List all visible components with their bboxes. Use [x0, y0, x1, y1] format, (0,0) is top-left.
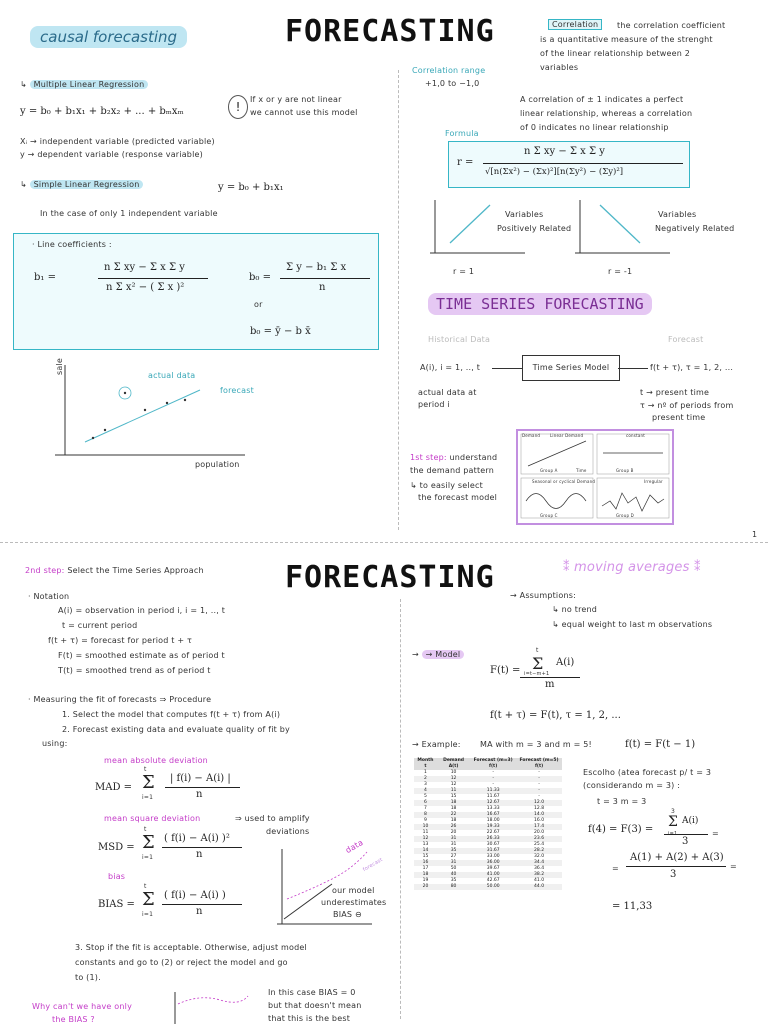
- table-cell: 38.2: [516, 872, 562, 878]
- bias-zero-1: In this case BIAS = 0: [268, 988, 356, 997]
- table-cell: -: [492, 782, 494, 787]
- moving-averages-header: ⁑ moving averages ⁑: [563, 560, 701, 575]
- b0-lhs: b₀ =: [249, 272, 271, 283]
- sparkle-icon: ⁑: [563, 560, 570, 575]
- table-cell: 12: [450, 782, 457, 787]
- table-cell: 12.0: [516, 800, 562, 806]
- b1-denominator: n Σ x² − ( Σ x )²: [106, 282, 185, 293]
- table-cell: 19: [422, 878, 429, 883]
- table-cell: 39.67: [486, 866, 500, 871]
- tau-note-1: τ → nº of periods from: [640, 401, 734, 410]
- table-cell: 20: [450, 830, 457, 835]
- table-cell: 32.0: [534, 854, 545, 859]
- table-cell: 11.33: [470, 788, 516, 794]
- table-cell: 26.33: [470, 836, 516, 842]
- warning-icon: !: [228, 95, 248, 119]
- example-label: → Example:: [412, 740, 461, 749]
- step1: 1st step: understand: [410, 453, 498, 462]
- pos-label-2: Positively Related: [497, 224, 572, 233]
- table-cell: -: [516, 776, 562, 782]
- ma-denominator: m: [545, 679, 555, 690]
- ma-forecast: f(t + τ) = F(t), τ = 1, 2, ...: [490, 710, 621, 721]
- axis-x-label: population: [195, 460, 240, 469]
- assumption-1: ↳ no trend: [552, 605, 598, 614]
- table-cell: 35: [437, 848, 470, 854]
- correlation-range-title: Correlation range: [412, 66, 486, 75]
- table-header: Forecast (m=3) f(t): [470, 758, 516, 770]
- msd-note-1: ⇒ used to amplify: [235, 814, 310, 823]
- xi-definition: Xᵢ → independent variable (predicted variable): [20, 137, 215, 146]
- pos-label-1: Variables: [505, 210, 544, 219]
- procedure-1: 1. Select the model that computes f(t + τ) from A(i): [62, 710, 281, 719]
- step1-sub-1: ↳ to easily select: [410, 481, 483, 490]
- axis-y-label: sale: [55, 357, 64, 375]
- corr-expl-1: A correlation of ± 1 indicates a perfect: [520, 95, 684, 104]
- table-cell: 11: [422, 830, 429, 835]
- formula-label: Formula: [445, 129, 479, 138]
- mlr-formula: y = b₀ + b₁x₁ + b₂x₂ + ... + bₘxₘ: [20, 106, 184, 117]
- mad-denominator: n: [196, 789, 203, 800]
- table-cell: 50.00: [470, 884, 516, 890]
- msd-label: mean square deviation: [104, 814, 201, 823]
- corr-expl-3: of 0 indicates no linear relationship: [520, 123, 669, 132]
- table-cell: 31: [437, 836, 470, 842]
- corr-expl-2: linear relationship, whereas a correlation: [520, 109, 693, 118]
- table-cell: 1: [424, 770, 427, 775]
- r-lhs: r =: [457, 157, 474, 168]
- table-cell: -: [538, 770, 540, 775]
- table-cell: 30.67: [486, 842, 500, 847]
- y-definition: y → dependent variable (response variable): [20, 150, 203, 159]
- notation-label: · Notation: [28, 592, 70, 601]
- table-cell: 23.6: [516, 836, 562, 842]
- linear-note-2: we cannot use this model: [250, 108, 358, 117]
- actual-data-label: actual data: [148, 371, 196, 380]
- neg-label-1: Variables: [658, 210, 697, 219]
- correlation-range-value: +1,0 to −1,0: [425, 79, 480, 88]
- table-cell: 17.4: [516, 824, 562, 830]
- table-cell: 35: [450, 878, 457, 883]
- why-question-1: Why can't we have only: [32, 1002, 133, 1011]
- model-label: → → Model: [412, 650, 464, 659]
- calc-result: = 11,33: [612, 901, 653, 912]
- tau-note-2: present time: [652, 413, 706, 422]
- ma-sum-term: A(i): [556, 657, 575, 668]
- table-cell: -: [470, 776, 516, 782]
- table-cell: 50: [450, 866, 457, 871]
- table-cell: 10: [450, 770, 457, 775]
- table-cell: 42.67: [486, 878, 500, 883]
- page-number: 1: [752, 530, 758, 539]
- b1-lhs: b₁ =: [34, 272, 56, 283]
- table-cell: 34.4: [516, 860, 562, 866]
- ma-example-table: [414, 758, 562, 890]
- under-note-2: underestimates: [321, 898, 387, 907]
- f-output: f(t + τ), τ = 1, 2, ...: [650, 363, 734, 372]
- table-cell: 8: [414, 812, 437, 818]
- table-cell: 5: [424, 794, 427, 799]
- bias-zero-2: but that doesn't mean: [268, 1001, 362, 1010]
- table-cell: 36.00: [470, 860, 516, 866]
- table-cell: 28.2: [516, 848, 562, 854]
- causal-forecasting-header: causal forecasting: [30, 26, 187, 48]
- under-note-3: BIAS ⊖: [333, 910, 362, 919]
- historical-data-label: Historical Data: [428, 335, 491, 344]
- bias-zero-chart: [160, 990, 250, 1024]
- calc-t-m: t = 3 m = 3: [597, 797, 647, 806]
- table-cell: 12: [414, 836, 437, 842]
- bias-lhs: BIAS =: [98, 899, 135, 910]
- table-cell: 7: [424, 806, 427, 811]
- assumptions-label: → Assumptions:: [510, 591, 576, 600]
- table-cell: -: [538, 782, 540, 787]
- mad-numerator: | f(i) − A(i) |: [170, 773, 231, 784]
- b0-numerator: Σ y − b₁ Σ x: [286, 262, 347, 273]
- table-cell: 17: [422, 866, 429, 871]
- table-cell: 15: [422, 854, 429, 859]
- notation-1: A(i) = observation in period i, i = 1, .., t: [58, 606, 226, 615]
- table-cell: 10: [414, 824, 437, 830]
- calc-sum-term: A(i): [682, 816, 699, 826]
- page-2: FORECASTING 2nd step: Select the Time Series Approach · Notation A(i) = observation in period i, i = 1, .., t t = current period f(t + τ) = forecast for period t + τ F(t) = smoothed estimate as of period t T(t) = smoothed trend as of period t · Measuring the fit of forecasts ⇒ Procedure 1. Select the model that computes f(t + τ) from A(i) 2. Forecast existing data and evaluate quality of fit by using: mean absolute deviation MAD = Σ t i=1 | f(i) − A(i) | n mean square deviation ⇒ used to amplify deviations MSD = Σ t i=1 ( f(i) − A(i) )² n bias BIAS = Σ t i=1 ( f(i) − A(i) ) n data forecast our model underestimates BIAS ⊖ 3. Stop if the fit is acceptable. Otherwise, adjust model constants and go to (2) or reject the model and go to (1). Why can't we have only the BIAS ? In this case BIAS = 0 but that doesn't mean that this is the best ⁑ moving averages ⁑ → Assumptions: ↳ no trend ↳ equal weight to last m observations → → Model F(t) = Σ t i=t−m+1 A(i) m f(t + τ) = F(t), τ = 1, 2, ... → Example: MA with m = 3 and m = 5! f(t) = F(t − 1) Month t Demand A(t) Forecast (m=3) f(t) Forecast (m=5) f(t) 1 10 - - 2 12 - - 3 12 - - 4 11 11.33 - 5 15 11.67 - 6 18 12.67 12.0 7 18 13.33 12.8 8 22 16.67 14.0 9 18 18.00 16.0 10 26 19.33 17.4 11 20 22.67 20.0 12 31 26.33 23.6 13 31 30.67 25.4 14 35 31.67 28.2 15 27 33.00 32.0 16 31 36.00 34.4 17 50 39.67 36.4 18 40 41.00 38.2 19 35 42.67 41.0 20 80 50.00 44.0 Escolho (atea forecast p/ t = 3 (considerando m = 3) : t = 3 m = 3 f(4) = F(3) = Σ 3 i=1 A(i) 3 = = A(1) + A(2) + A(3) 3 = = 11,33: [25, 560, 737, 1024]
- table-cell: 14: [414, 848, 437, 854]
- table-cell: -: [492, 770, 494, 775]
- b0-denominator: n: [319, 282, 326, 293]
- table-cell: 27: [450, 854, 457, 859]
- calc-line-1: Escolho (atea forecast p/ t = 3: [583, 768, 712, 777]
- line-coefficients-box: [13, 233, 379, 350]
- corr-desc-2: is a quantitative measure of the strenght: [540, 35, 713, 44]
- step1-text-2: the demand pattern: [410, 466, 495, 475]
- table-header: Month t: [414, 758, 437, 770]
- bias-chart-data-label: data: [344, 837, 365, 856]
- actual-note-1: actual data at: [418, 388, 477, 397]
- table-row: [414, 884, 562, 890]
- r-positive-value: r = 1: [453, 267, 475, 276]
- r-numerator: n Σ xy − Σ x Σ y: [524, 146, 605, 157]
- bias-label: bias: [108, 872, 126, 881]
- table-cell: 41.00: [470, 872, 516, 878]
- b0-alt-formula: b₀ = ȳ − b x̄: [250, 326, 311, 337]
- table-cell: 18.00: [486, 818, 500, 823]
- bias-denominator: n: [196, 906, 203, 917]
- page-1-title: FORECASTING: [285, 14, 495, 49]
- mad-sum: Σ: [142, 772, 155, 793]
- mad-label: mean absolute deviation: [104, 756, 208, 765]
- corr-desc-3: of the linear relationship between 2: [540, 49, 691, 58]
- mlr-title: ↳ Multiple Linear Regression: [20, 80, 148, 89]
- notation-4: F(t) = smoothed estimate as of period t: [58, 651, 225, 660]
- or-label: or: [254, 300, 263, 309]
- msd-lhs: MSD =: [98, 842, 135, 853]
- table-cell: 13: [422, 842, 429, 847]
- calc-sum: Σ: [668, 814, 678, 830]
- corr-desc-4: variables: [540, 63, 579, 72]
- table-cell: 41.0: [534, 878, 545, 883]
- calc-denominator: 3: [682, 836, 689, 847]
- table-cell: 18: [437, 800, 470, 806]
- table-cell: 16: [414, 860, 437, 866]
- table-cell: 3: [424, 782, 427, 787]
- table-header: Forecast (m=5) f(t): [516, 758, 562, 770]
- procedure-2a: 2. Forecast existing data and evaluate quality of fit by: [62, 725, 290, 734]
- bias-numerator: ( f(i) − A(i) ): [164, 890, 226, 901]
- table-cell: 11: [437, 788, 470, 794]
- table-cell: 44.0: [516, 884, 562, 890]
- table-cell: 26: [437, 824, 470, 830]
- table-cell: 16.67: [470, 812, 516, 818]
- table-cell: 40: [437, 872, 470, 878]
- table-cell: 18: [450, 818, 457, 823]
- table-cell: 20: [414, 884, 437, 890]
- slr-formula: y = b₀ + b₁x₁: [218, 182, 284, 193]
- table-cell: 2: [414, 776, 437, 782]
- procedure-2b: using:: [42, 739, 68, 748]
- table-cell: -: [516, 788, 562, 794]
- procedure-3b: constants and go to (2) or reject the model and go: [75, 958, 288, 967]
- calc-f: f(4) = F(3) =: [588, 824, 654, 835]
- calc-expand-num: A(1) + A(2) + A(3): [630, 852, 724, 863]
- assumption-2: ↳ equal weight to last m observations: [552, 620, 713, 629]
- table-cell: 18: [450, 806, 457, 811]
- msd-note-2: deviations: [266, 827, 310, 836]
- t-note: t → present time: [640, 388, 710, 397]
- table-cell: 19.33: [470, 824, 516, 830]
- forecast-label: forecast: [220, 386, 254, 395]
- example-relation: f(t) = F(t − 1): [625, 739, 696, 750]
- table-cell: 31.67: [470, 848, 516, 854]
- calc-line-2: (considerando m = 3) :: [583, 781, 681, 790]
- mad-lhs: MAD =: [95, 782, 133, 793]
- bias-chart-forecast-label: forecast: [361, 856, 384, 874]
- forecast-flow-label: Forecast: [668, 335, 704, 344]
- table-cell: 36.4: [534, 866, 545, 871]
- table-cell: 22.67: [486, 830, 500, 835]
- r-negative-value: r = -1: [608, 267, 633, 276]
- neg-label-2: Negatively Related: [655, 224, 735, 233]
- linear-note-1: If x or y are not linear: [250, 95, 342, 104]
- table-cell: 12.67: [470, 800, 516, 806]
- table-cell: 33.00: [486, 854, 500, 859]
- a-input: A(i), i = 1, .., t: [420, 363, 481, 372]
- under-note-1: our model: [332, 886, 375, 895]
- msd-numerator: ( f(i) − A(i) )²: [164, 833, 230, 844]
- msd-sum: Σ: [142, 832, 155, 853]
- table-cell: 16.0: [534, 818, 545, 823]
- table-cell: 25.4: [534, 842, 545, 847]
- table-cell: 11.67: [486, 794, 500, 799]
- table-cell: 13.33: [486, 806, 500, 811]
- actual-note-2: period i: [418, 400, 450, 409]
- table-cell: 18: [414, 872, 437, 878]
- procedure-3c: to (1).: [75, 973, 101, 982]
- table-cell: 12.8: [534, 806, 545, 811]
- demand-patterns-figure: Demand Linear Demand constant Group A Group B Time Seasonal or cyclical Demand Irregular Group C Group D: [516, 429, 674, 525]
- notation-3: f(t + τ) = forecast for period t + τ: [48, 636, 192, 645]
- ma-lhs: F(t) =: [490, 665, 521, 676]
- corr-desc-1: the correlation coefficient: [617, 21, 726, 30]
- coef-label: · Line coefficients :: [32, 240, 112, 249]
- notation-5: T(t) = smoothed trend as of period t: [58, 666, 211, 675]
- why-question-2: the BIAS ?: [52, 1015, 95, 1024]
- table-cell: 31: [450, 842, 457, 847]
- time-series-header: TIME SERIES FORECASTING: [428, 293, 652, 315]
- table-cell: 6: [414, 800, 437, 806]
- ma-sum: Σ: [532, 654, 544, 673]
- calc-expand-den: 3: [670, 869, 677, 880]
- correlation-title: Correlation: [548, 20, 602, 29]
- r-denominator: √[n(Σx²) − (Σx)²][n(Σy²) − (Σy)²]: [485, 167, 624, 177]
- b1-numerator: n Σ xy − Σ x Σ y: [104, 262, 185, 273]
- table-header: Demand A(t): [437, 758, 470, 770]
- slr-title: ↳ Simple Linear Regression: [20, 180, 143, 189]
- time-series-model-box: Time Series Model: [522, 355, 620, 381]
- bias-sum: Σ: [142, 889, 155, 910]
- table-cell: 12: [437, 776, 470, 782]
- table-cell: 4: [414, 788, 437, 794]
- table-cell: 31: [437, 860, 470, 866]
- table-cell: 22: [437, 812, 470, 818]
- table-cell: 80: [437, 884, 470, 890]
- table-cell: -: [538, 794, 540, 799]
- msd-denominator: n: [196, 849, 203, 860]
- procedure-3a: 3. Stop if the fit is acceptable. Otherwise, adjust model: [75, 943, 307, 952]
- bias-zero-3: that this is the best: [268, 1014, 351, 1023]
- step2: 2nd step: Select the Time Series Approach: [25, 566, 204, 575]
- table-cell: 9: [424, 818, 427, 823]
- table-cell: 14.0: [516, 812, 562, 818]
- slr-note: In the case of only 1 independent variable: [40, 209, 218, 218]
- step1-sub-2: the forecast model: [418, 493, 498, 502]
- measuring-fit: · Measuring the fit of forecasts ⇒ Procedure: [28, 695, 212, 704]
- table-cell: 20.0: [534, 830, 545, 835]
- sparkle-icon-2: ⁑: [693, 560, 701, 575]
- notation-2: t = current period: [62, 621, 138, 630]
- page-2-title: FORECASTING: [285, 560, 495, 595]
- table-cell: 15: [450, 794, 457, 799]
- r-formula-box: [448, 141, 690, 188]
- example-text: MA with m = 3 and m = 5!: [480, 740, 592, 749]
